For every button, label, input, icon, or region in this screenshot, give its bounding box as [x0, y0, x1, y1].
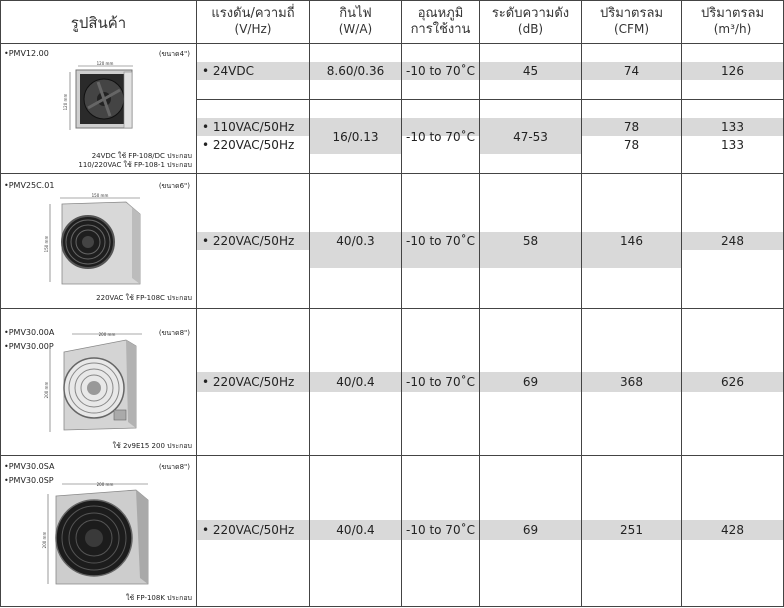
fan-image-pmv30s — [40, 480, 156, 590]
header-m3h-label: ปริมาตรลม — [700, 6, 765, 21]
m3h-cell: 126 — [721, 64, 744, 78]
product-size: (ขนาด8") — [158, 463, 190, 471]
product-code-text: PMV30.00P — [8, 342, 54, 351]
temp-cell: -10 to 70˚C — [406, 523, 475, 537]
dim-height-label: 150 mm — [44, 235, 49, 253]
product-note-line: ใช้ FP-108K ประกอบ — [125, 594, 192, 602]
header-cfm — [582, 6, 681, 36]
cfm-cell: 251 — [620, 523, 643, 537]
voltage-cell: • 220VAC/50Hz — [202, 523, 295, 537]
grid-bottom — [0, 606, 784, 607]
noise-cell: 45 — [522, 64, 539, 78]
product-note — [2, 294, 192, 303]
grid-v4 — [479, 0, 480, 607]
header-power-label: กินไฟ — [339, 6, 372, 21]
voltage-value: 220VAC/50Hz — [212, 138, 295, 152]
noise-cell: 58 — [522, 234, 539, 248]
dim-width-label: 150 mm — [91, 193, 109, 198]
grid-p3-bottom — [0, 455, 784, 456]
cfm-cell: 74 — [623, 64, 640, 78]
voltage-line: • 110VAC/50Hz — [202, 120, 295, 134]
fan-image-pmv25 — [40, 192, 150, 288]
grid-v6 — [681, 0, 682, 607]
grid-v1 — [196, 0, 197, 607]
product-code: •PMV12.00 — [4, 49, 49, 58]
temp-cell: -10 to 70˚C — [406, 64, 475, 78]
dim-width-label: 200 mm — [96, 482, 114, 487]
header-noise-label: ระดับความดัง — [491, 6, 570, 21]
grid-v0 — [0, 0, 1, 607]
header-m3h-unit: (m³/h) — [713, 22, 752, 36]
grid-v5 — [581, 0, 582, 607]
cfm-value: 78 — [623, 120, 640, 134]
product-code-line: •PMV30.00A — [4, 328, 55, 337]
m3h-cell — [682, 120, 783, 153]
m3h-cell: 626 — [721, 375, 744, 389]
fan-image-pmv12 — [58, 58, 138, 140]
grid-v3 — [401, 0, 402, 607]
header-cfm-label: ปริมาตรลม — [599, 6, 664, 21]
fan-image-pmv30a — [40, 332, 150, 436]
header-noise — [480, 6, 581, 36]
header-product: รูปสินค้า — [70, 14, 127, 32]
dim-height-label: 120 mm — [63, 93, 68, 111]
voltage-value: 220VAC/50Hz — [212, 234, 295, 248]
product-note — [2, 152, 192, 170]
temp-cell: -10 to 70˚C — [406, 234, 475, 248]
header-power — [310, 6, 401, 36]
voltage-value: 220VAC/50Hz — [212, 375, 295, 389]
cfm-value: 78 — [623, 138, 640, 152]
dim-width-label: 120 mm — [96, 61, 114, 66]
voltage-line: • 220VAC/50Hz — [202, 138, 295, 152]
product-code-line: •PMV30.0SA — [4, 462, 55, 471]
dim-height-label: 200 mm — [42, 531, 47, 549]
product-code-line: •PMV30.0SP — [4, 476, 54, 485]
temp-cell: -10 to 70˚C — [406, 130, 475, 144]
cfm-cell: 368 — [620, 375, 643, 389]
header-cfm-unit: (CFM) — [614, 22, 649, 36]
power-cell: 8.60/0.36 — [326, 64, 385, 78]
product-note — [2, 594, 192, 603]
product-size: (ขนาด8") — [158, 329, 190, 337]
product-code-text: PMV30.0SP — [8, 476, 54, 485]
voltage-cell — [202, 120, 294, 153]
temp-cell: -10 to 70˚C — [406, 375, 475, 389]
product-code: •PMV25C.01 — [4, 181, 55, 190]
product-size: (ขนาด6") — [158, 182, 190, 190]
power-cell: 40/0.4 — [336, 523, 375, 537]
product-code-text: PMV25C.01 — [8, 181, 55, 190]
product-code-text: PMV30.0SA — [8, 462, 55, 471]
grid-p1-bottom — [0, 173, 784, 174]
noise-cell: 69 — [522, 375, 539, 389]
product-note — [2, 442, 192, 451]
grid-v2 — [309, 0, 310, 607]
product-code-line: •PMV30.00P — [4, 342, 54, 351]
product-size: (ขนาด4") — [158, 50, 190, 58]
product-note-line: 24VDC ใช้ FP-108/DC ประกอบ — [91, 152, 192, 160]
m3h-cell: 428 — [721, 523, 744, 537]
power-cell: 40/0.3 — [336, 234, 375, 248]
noise-cell: 47-53 — [513, 130, 548, 144]
cfm-cell — [582, 120, 681, 153]
header-power-unit: (W/A) — [338, 22, 373, 36]
voltage-value: 24VDC — [212, 64, 255, 78]
dim-height-label: 200 mm — [44, 381, 49, 399]
m3h-value: 133 — [721, 138, 744, 152]
dim-width-label: 200 mm — [98, 332, 116, 337]
grid-header-bottom — [0, 43, 784, 44]
header-temp — [402, 6, 479, 38]
product-code-text: PMV12.00 — [8, 49, 49, 58]
grid-p1-mid — [197, 99, 784, 100]
header-voltage-unit: (V/Hz) — [234, 22, 272, 36]
m3h-value: 133 — [721, 120, 744, 134]
voltage-value: 110VAC/50Hz — [212, 120, 295, 134]
product-note-line: ใช้ 2v9E15 200 ประกอบ — [112, 442, 192, 450]
product-note-line: 110/220VAC ใช้ FP-108-1 ประกอบ — [78, 161, 192, 169]
header-temp-sub: การใช้งาน — [410, 22, 471, 37]
header-m3h — [682, 6, 783, 36]
noise-cell: 69 — [522, 523, 539, 537]
grid-p2-bottom — [0, 308, 784, 309]
header-temp-label: อุณหภูมิ — [417, 6, 464, 21]
product-code-text: PMV30.00A — [8, 328, 55, 337]
header-noise-unit: (dB) — [517, 22, 544, 36]
product-note-line: 220VAC ใช้ FP-108C ประกอบ — [96, 294, 192, 302]
m3h-cell: 248 — [721, 234, 744, 248]
voltage-cell: • 220VAC/50Hz — [202, 375, 295, 389]
header-voltage — [197, 6, 309, 36]
voltage-cell: • 24VDC — [202, 64, 255, 78]
grid-top — [0, 0, 784, 1]
header-voltage-label: แรงดัน/ความถี่ — [211, 6, 295, 21]
voltage-cell: • 220VAC/50Hz — [202, 234, 295, 248]
power-cell: 40/0.4 — [336, 375, 375, 389]
voltage-value: 220VAC/50Hz — [212, 523, 295, 537]
cfm-cell: 146 — [620, 234, 643, 248]
power-cell: 16/0.13 — [332, 130, 379, 144]
band-p2-b — [310, 250, 682, 268]
